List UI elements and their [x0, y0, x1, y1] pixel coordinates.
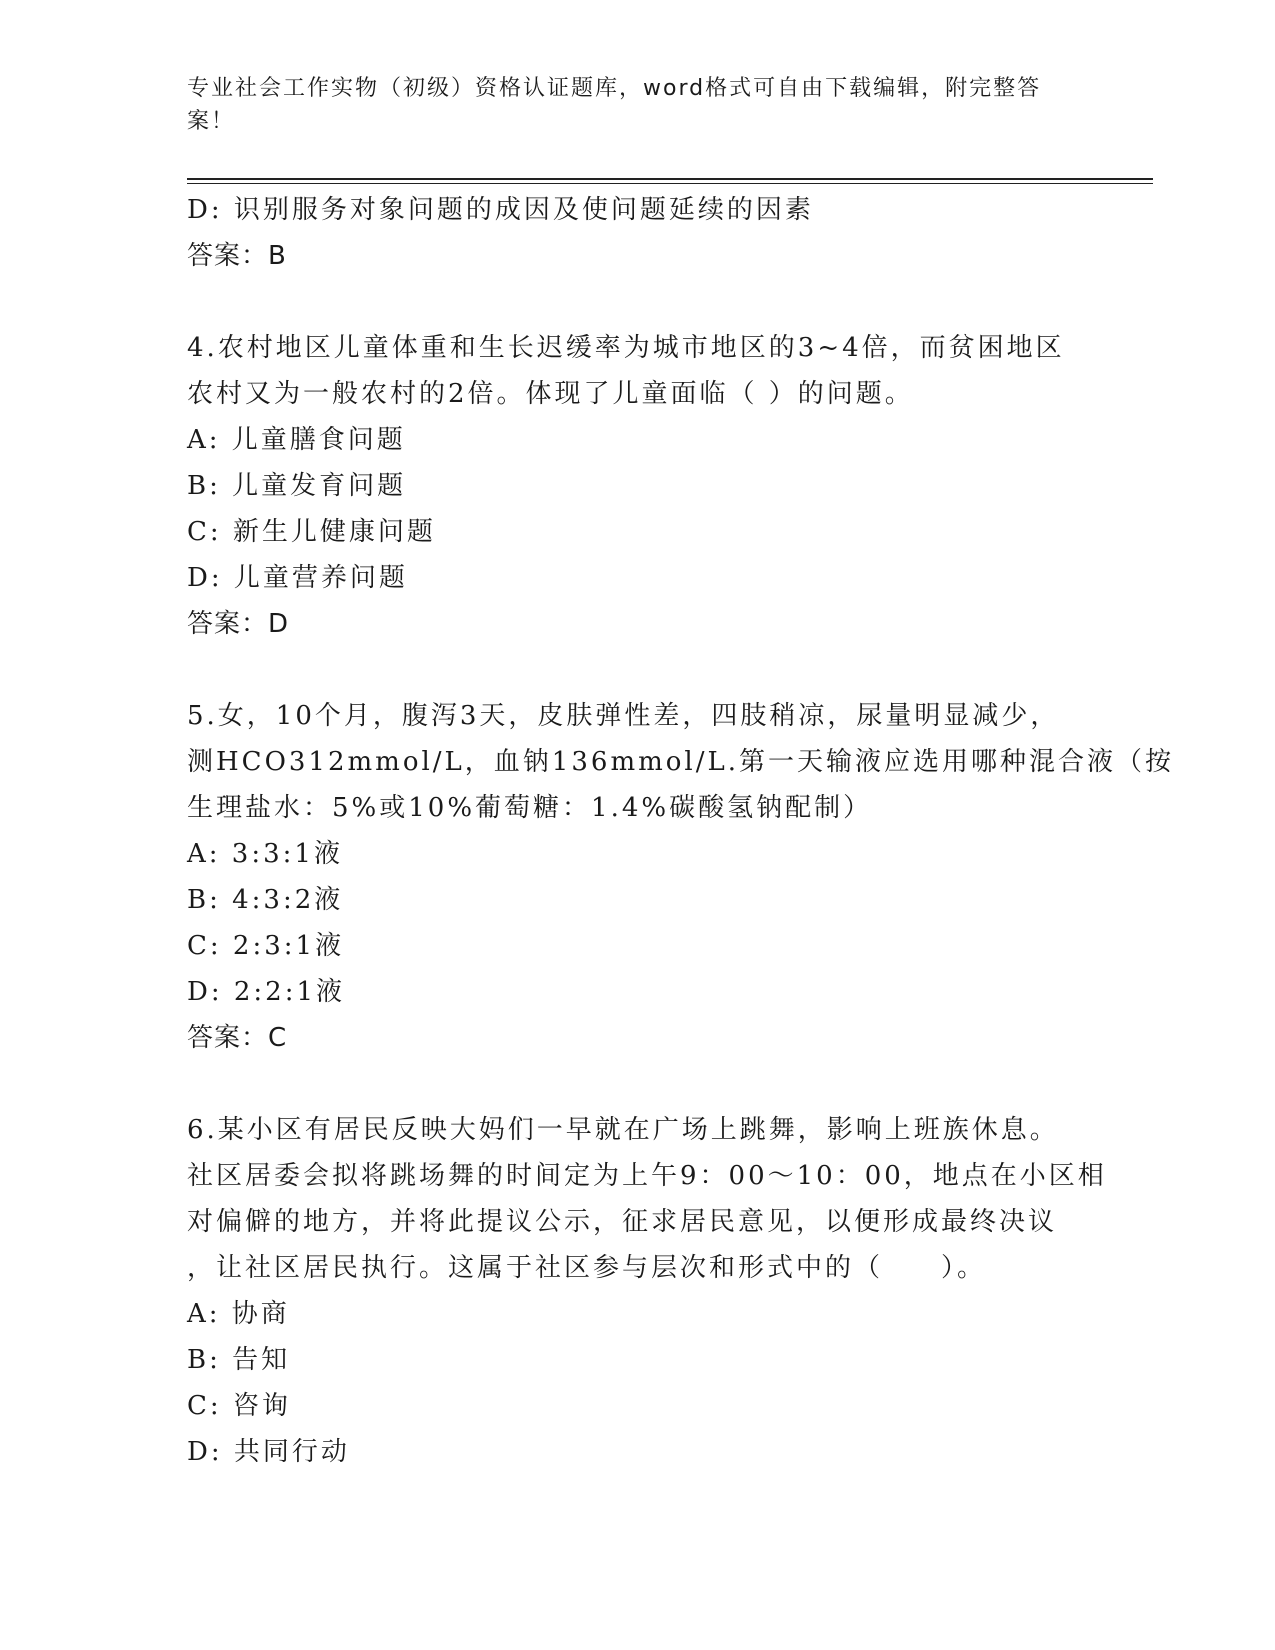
option-line: D: 共同行动 — [187, 1437, 350, 1467]
question-line: 5.女，10个月，腹泻3天，皮肤弹性差，四肢稍凉，尿量明显减少， — [187, 701, 1060, 731]
answer-line: 答案：C — [187, 1023, 288, 1053]
header-rule-thick — [187, 178, 1153, 180]
question-line: 测HCO312mmol/L，血钠136mmol/L.第一天输液应选用哪种混合液（按 — [187, 747, 1175, 777]
document-header: 专业社会工作实物（初级）资格认证题库，word格式可自由下载编辑，附完整答案！ — [187, 76, 1042, 134]
paragraph-gap — [187, 1061, 1087, 1107]
option-line: C: 2:3:1液 — [187, 931, 345, 961]
option-line: B: 儿童发育问题 — [187, 471, 407, 501]
option-line: D: 识别服务对象问题的成因及使问题延续的因素 — [187, 195, 814, 225]
option-line: C: 咨询 — [187, 1391, 291, 1421]
option-line: A: 协商 — [187, 1299, 290, 1329]
question-line: 6.某小区有居民反映大妈们一早就在广场上跳舞，影响上班族休息。 — [187, 1115, 1059, 1145]
question-line: ，让社区居民执行。这属于社区参与层次和形式中的（ ）。 — [187, 1253, 987, 1283]
paragraph-gap — [187, 279, 1087, 325]
option-line: C: 新生儿健康问题 — [187, 517, 436, 547]
option-line: B: 4:3:2液 — [187, 885, 344, 915]
option-line: B: 告知 — [187, 1345, 291, 1375]
header-rule-thin — [187, 183, 1153, 184]
option-line: A: 3:3:1液 — [187, 839, 343, 869]
option-line: A: 儿童膳食问题 — [187, 425, 406, 455]
question-line: 社区居委会拟将跳场舞的时间定为上午9：00～10：00，地点在小区相 — [187, 1161, 1107, 1191]
question-line: 对偏僻的地方，并将此提议公示，征求居民意见，以便形成最终决议 — [187, 1207, 1058, 1237]
question-line: 4.农村地区儿童体重和生长迟缓率为城市地区的3~4倍，而贫困地区 — [187, 333, 1065, 363]
question-line: 生理盐水：5%或10%葡萄糖：1.4%碳酸氢钠配制） — [187, 793, 873, 823]
question-content — [187, 187, 1175, 1475]
question-line: 农村又为一般农村的2倍。体现了儿童面临（ ）的问题。 — [187, 379, 914, 409]
answer-line: 答案：B — [187, 241, 287, 271]
option-line: D: 2:2:1液 — [187, 977, 346, 1007]
option-line: D: 儿童营养问题 — [187, 563, 408, 593]
answer-line: 答案：D — [187, 609, 290, 639]
paragraph-gap — [187, 647, 1087, 693]
